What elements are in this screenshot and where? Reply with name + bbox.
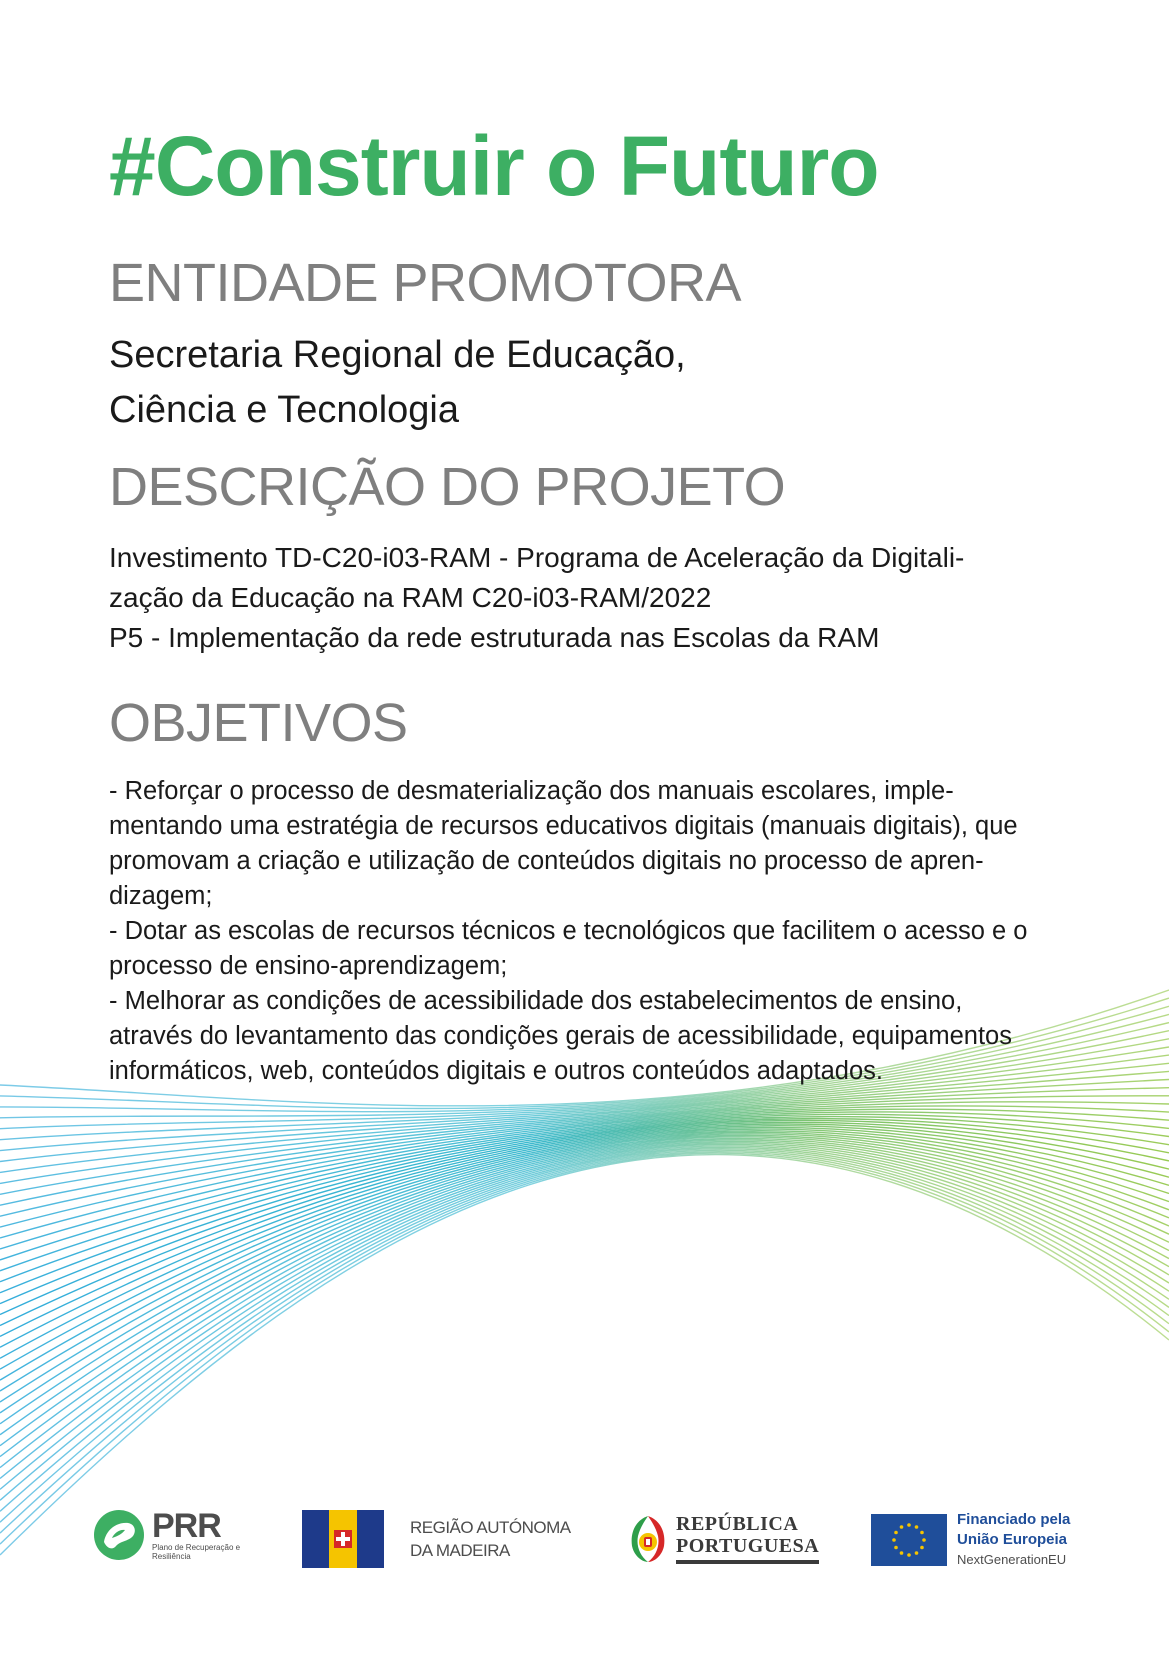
eu-line-1: Financiado pela bbox=[957, 1511, 1071, 1528]
eu-star bbox=[900, 1551, 904, 1555]
prr-logo bbox=[92, 1508, 262, 1562]
objetivos-heading: OBJETIVOS bbox=[109, 693, 408, 753]
eu-star bbox=[894, 1546, 898, 1550]
republica-portuguesa-logo bbox=[628, 1512, 819, 1564]
objetivos-line: através do levantamento das condições gerais de acessibilidade, equipamentos bbox=[109, 1022, 1012, 1050]
madeira-line-1: REGIÃO AUTÓNOMA bbox=[410, 1518, 571, 1537]
objetivos-line: dizagem; bbox=[109, 882, 213, 910]
descricao-line: zação da Educação na RAM C20-i03-RAM/2022 bbox=[109, 582, 712, 613]
campaign-hashtag: #Construir o Futuro bbox=[109, 119, 879, 213]
wave-line bbox=[0, 1138, 1169, 1434]
eu-line-3: NextGenerationEU bbox=[957, 1552, 1067, 1567]
prr-subtitle: Plano de Recuperação e Resiliência bbox=[152, 1543, 241, 1561]
eu-star bbox=[915, 1551, 919, 1555]
wave-line bbox=[0, 1135, 1169, 1413]
madeira-line-2: DA MADEIRA bbox=[410, 1541, 510, 1560]
objetivos-line: processo de ensino-aprendizagem; bbox=[109, 952, 508, 980]
objetivos-line: mentando uma estratégia de recursos educativos digitais (manuais digitais), que bbox=[109, 812, 1018, 840]
objetivos-line: - Melhorar as condições de acessibilidade dos estabelecimentos de ensino, bbox=[109, 987, 963, 1015]
eu-star bbox=[900, 1525, 904, 1529]
eu-star bbox=[922, 1538, 926, 1542]
entidade-line: Ciência e Tecnologia bbox=[109, 389, 459, 431]
wave-line bbox=[0, 1152, 1169, 1534]
eu-line-2: União Europeia bbox=[957, 1531, 1068, 1548]
portugal-emblem-icon bbox=[628, 1512, 668, 1564]
objetivos-text bbox=[109, 774, 1099, 1089]
republica-line-1: REPÚBLICA bbox=[676, 1512, 799, 1535]
republica-line-2: PORTUGUESA bbox=[676, 1534, 820, 1557]
descricao-heading: DESCRIÇÃO DO PROJETO bbox=[109, 457, 786, 517]
wave-line bbox=[0, 1141, 1169, 1456]
prr-title: PRR bbox=[152, 1507, 221, 1545]
eu-star bbox=[915, 1525, 919, 1529]
eu-funding-logo bbox=[871, 1510, 1070, 1570]
eu-flag-icon bbox=[871, 1514, 947, 1566]
objetivos-line: promovam a criação e utilização de conteúdos digitais no processo de apren- bbox=[109, 847, 984, 875]
wave-line bbox=[0, 1154, 1169, 1555]
madeira-flag-icon bbox=[302, 1510, 384, 1568]
descricao-line: Investimento TD-C20-i03-RAM - Programa de Aceleração da Digitali- bbox=[109, 542, 965, 573]
entidade-heading: ENTIDADE PROMOTORA bbox=[109, 253, 742, 313]
madeira-logo bbox=[302, 1510, 571, 1568]
eu-star bbox=[894, 1531, 898, 1535]
eu-star bbox=[907, 1553, 911, 1557]
entidade-line: Secretaria Regional de Educação, bbox=[109, 334, 686, 376]
objetivos-line: - Dotar as escolas de recursos técnicos e tecnológicos que facilitem o acesso e o bbox=[109, 917, 1028, 945]
descricao-text bbox=[109, 538, 1099, 658]
entidade-name bbox=[109, 328, 909, 438]
wave-line bbox=[0, 1143, 1169, 1468]
objetivos-line: - Reforçar o processo de desmaterialização dos manuais escolares, imple- bbox=[109, 777, 954, 805]
eu-star bbox=[892, 1538, 896, 1542]
descricao-line: P5 - Implementação da rede estruturada nas Escolas da RAM bbox=[109, 622, 880, 653]
prr-mark-icon bbox=[92, 1508, 146, 1562]
eu-star bbox=[920, 1531, 924, 1535]
eu-star bbox=[920, 1546, 924, 1550]
objetivos-line: informáticos, web, conteúdos digitais e outros conteúdos adaptados. bbox=[109, 1057, 883, 1085]
funding-logos-footer bbox=[0, 1500, 1169, 1580]
eu-star bbox=[907, 1523, 911, 1527]
